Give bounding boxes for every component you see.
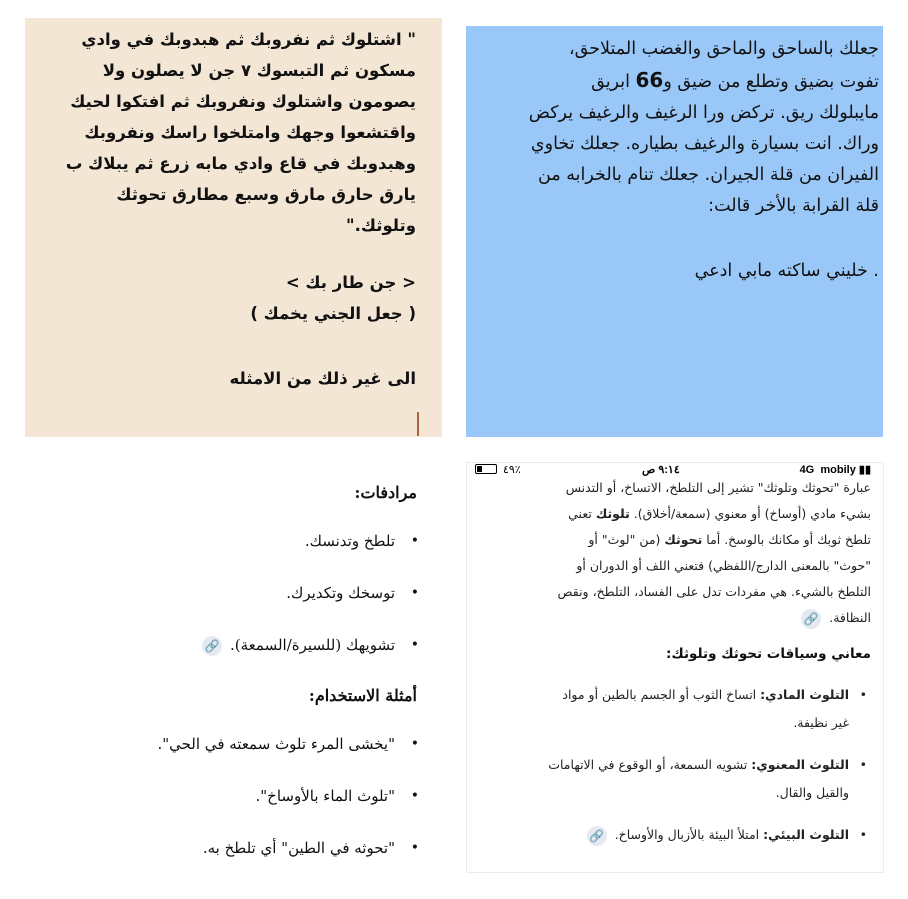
- number-66: 66: [635, 68, 664, 92]
- list-item: • "تلوث الماء بالأوساخ".: [255, 787, 419, 805]
- phone-screenshot-panel: [466, 462, 884, 873]
- text-cursor: [417, 412, 419, 436]
- intro-paragraph: عبارة "تحوثك وتلوثك" تشير إلى التلطخ، الاتساخ، أو التدنس بشيء مادي (أوساخ) أو معنوي (سمعة/أخلاق). تلوثك تعني تلطخ ثوبك أو مكانك بالوسخ. أما تحوثك (من "لوث" أو "حوث" بالمعنى الدارج/اللفظي) فتعني اللف أو الدوران أو التلطخ بالشيء. هي مفردات تدل على الفساد، التلطخ، ونقص النظافة.🔗: [481, 475, 871, 631]
- blue-note-line: مايبلولك ريق. تركض ورا الرغيف والرغيف يركض: [528, 103, 879, 123]
- folk-curse-note-panel: [25, 18, 442, 437]
- synonyms-examples-list: [33, 474, 423, 873]
- answer-body: [481, 475, 871, 863]
- blue-curse-note-panel: [466, 26, 883, 437]
- link-icon[interactable]: 🔗: [587, 826, 607, 846]
- battery-icon: [475, 464, 497, 474]
- list-item: • تلطخ وتدنسك.: [304, 532, 419, 550]
- note-line: وهبدوبك في قاع وادي مابه زرع ثم يبلاك ب: [65, 154, 416, 173]
- list-item: • التلوث المادي: اتساخ الثوب أو الجسم بالطين أو مواد غير نظيفة.: [562, 687, 867, 730]
- blue-note-text: [470, 34, 879, 287]
- carrier-signal: 4G mobily ▮▮: [799, 464, 871, 476]
- jinn-curse-line: ( جعل الجني يخمك ): [250, 304, 416, 323]
- examples-heading: أمثلة الاستخدام:: [308, 686, 417, 705]
- blue-note-line: وراك. انت بسيارة والرغيف بطياره. جعلك تخاوي: [530, 134, 879, 154]
- list-item: • التلوث المعنوي: تشويه السمعة، أو الوقوع في الاتهامات والقيل والقال.: [548, 757, 867, 800]
- battery-percent: ٤٩٪: [503, 464, 521, 476]
- note-line: مسكون ثم التبسوك ٧ جن لا يصلون ولا: [102, 61, 416, 80]
- list-item: • التلوث البيئي: امتلأ البيئة بالأزبال والأوساخ.🔗: [481, 821, 871, 849]
- examples-closing-line: الى غير ذلك من الامثله: [229, 369, 416, 388]
- synonyms-heading: مرادفات:: [354, 483, 417, 502]
- link-icon[interactable]: 🔗: [801, 609, 821, 629]
- list-item: • تشويهك (للسيرة/السمعة).🔗: [33, 625, 423, 677]
- blue-note-line: جعلك بالساحق والماحق والغضب المتلاحق،: [569, 39, 879, 59]
- list-item: • توسخك وتكديرك.: [286, 584, 419, 602]
- note-text: [31, 24, 416, 394]
- blue-note-line: قلة القرابة بالأخر قالت:: [708, 196, 879, 216]
- jinn-flew-line: < جن طار بك >: [285, 273, 416, 292]
- blue-note-closing-line: . خليني ساكته مابي ادعي: [694, 261, 879, 281]
- status-time: ٩:١٤ ص: [642, 464, 680, 476]
- meanings-heading: معاني وسياقات تحوثك وتلوثك:: [666, 646, 871, 662]
- note-line: " اشتلوك ثم نفروبك ثم هبدوبك في وادي: [81, 30, 416, 49]
- note-line: واقتشعوا وجهك وامتلخوا راسك ونفروبك: [84, 123, 416, 142]
- blue-note-line: تفوت بضيق وتطلع من ضيق و66 ابريق: [591, 68, 879, 92]
- link-icon[interactable]: 🔗: [202, 636, 222, 656]
- list-item: • "تحوثه في الطين" أي تلطخ به.: [202, 839, 419, 857]
- note-line: يارق حارق مارق وسبع مطارق تحوثك: [116, 185, 416, 204]
- list-item: • "يخشى المرء تلوث سمعته في الحي".: [157, 735, 419, 753]
- synonyms-examples-panel: [25, 462, 443, 873]
- blue-note-line: الفيران من قلة الجيران. جعلك تنام بالخرابه من: [538, 165, 879, 185]
- note-line: وتلوثك.": [346, 216, 416, 235]
- note-line: يصومون واشتلوك ونفروبك ثم افتكوا لحيك: [70, 92, 416, 111]
